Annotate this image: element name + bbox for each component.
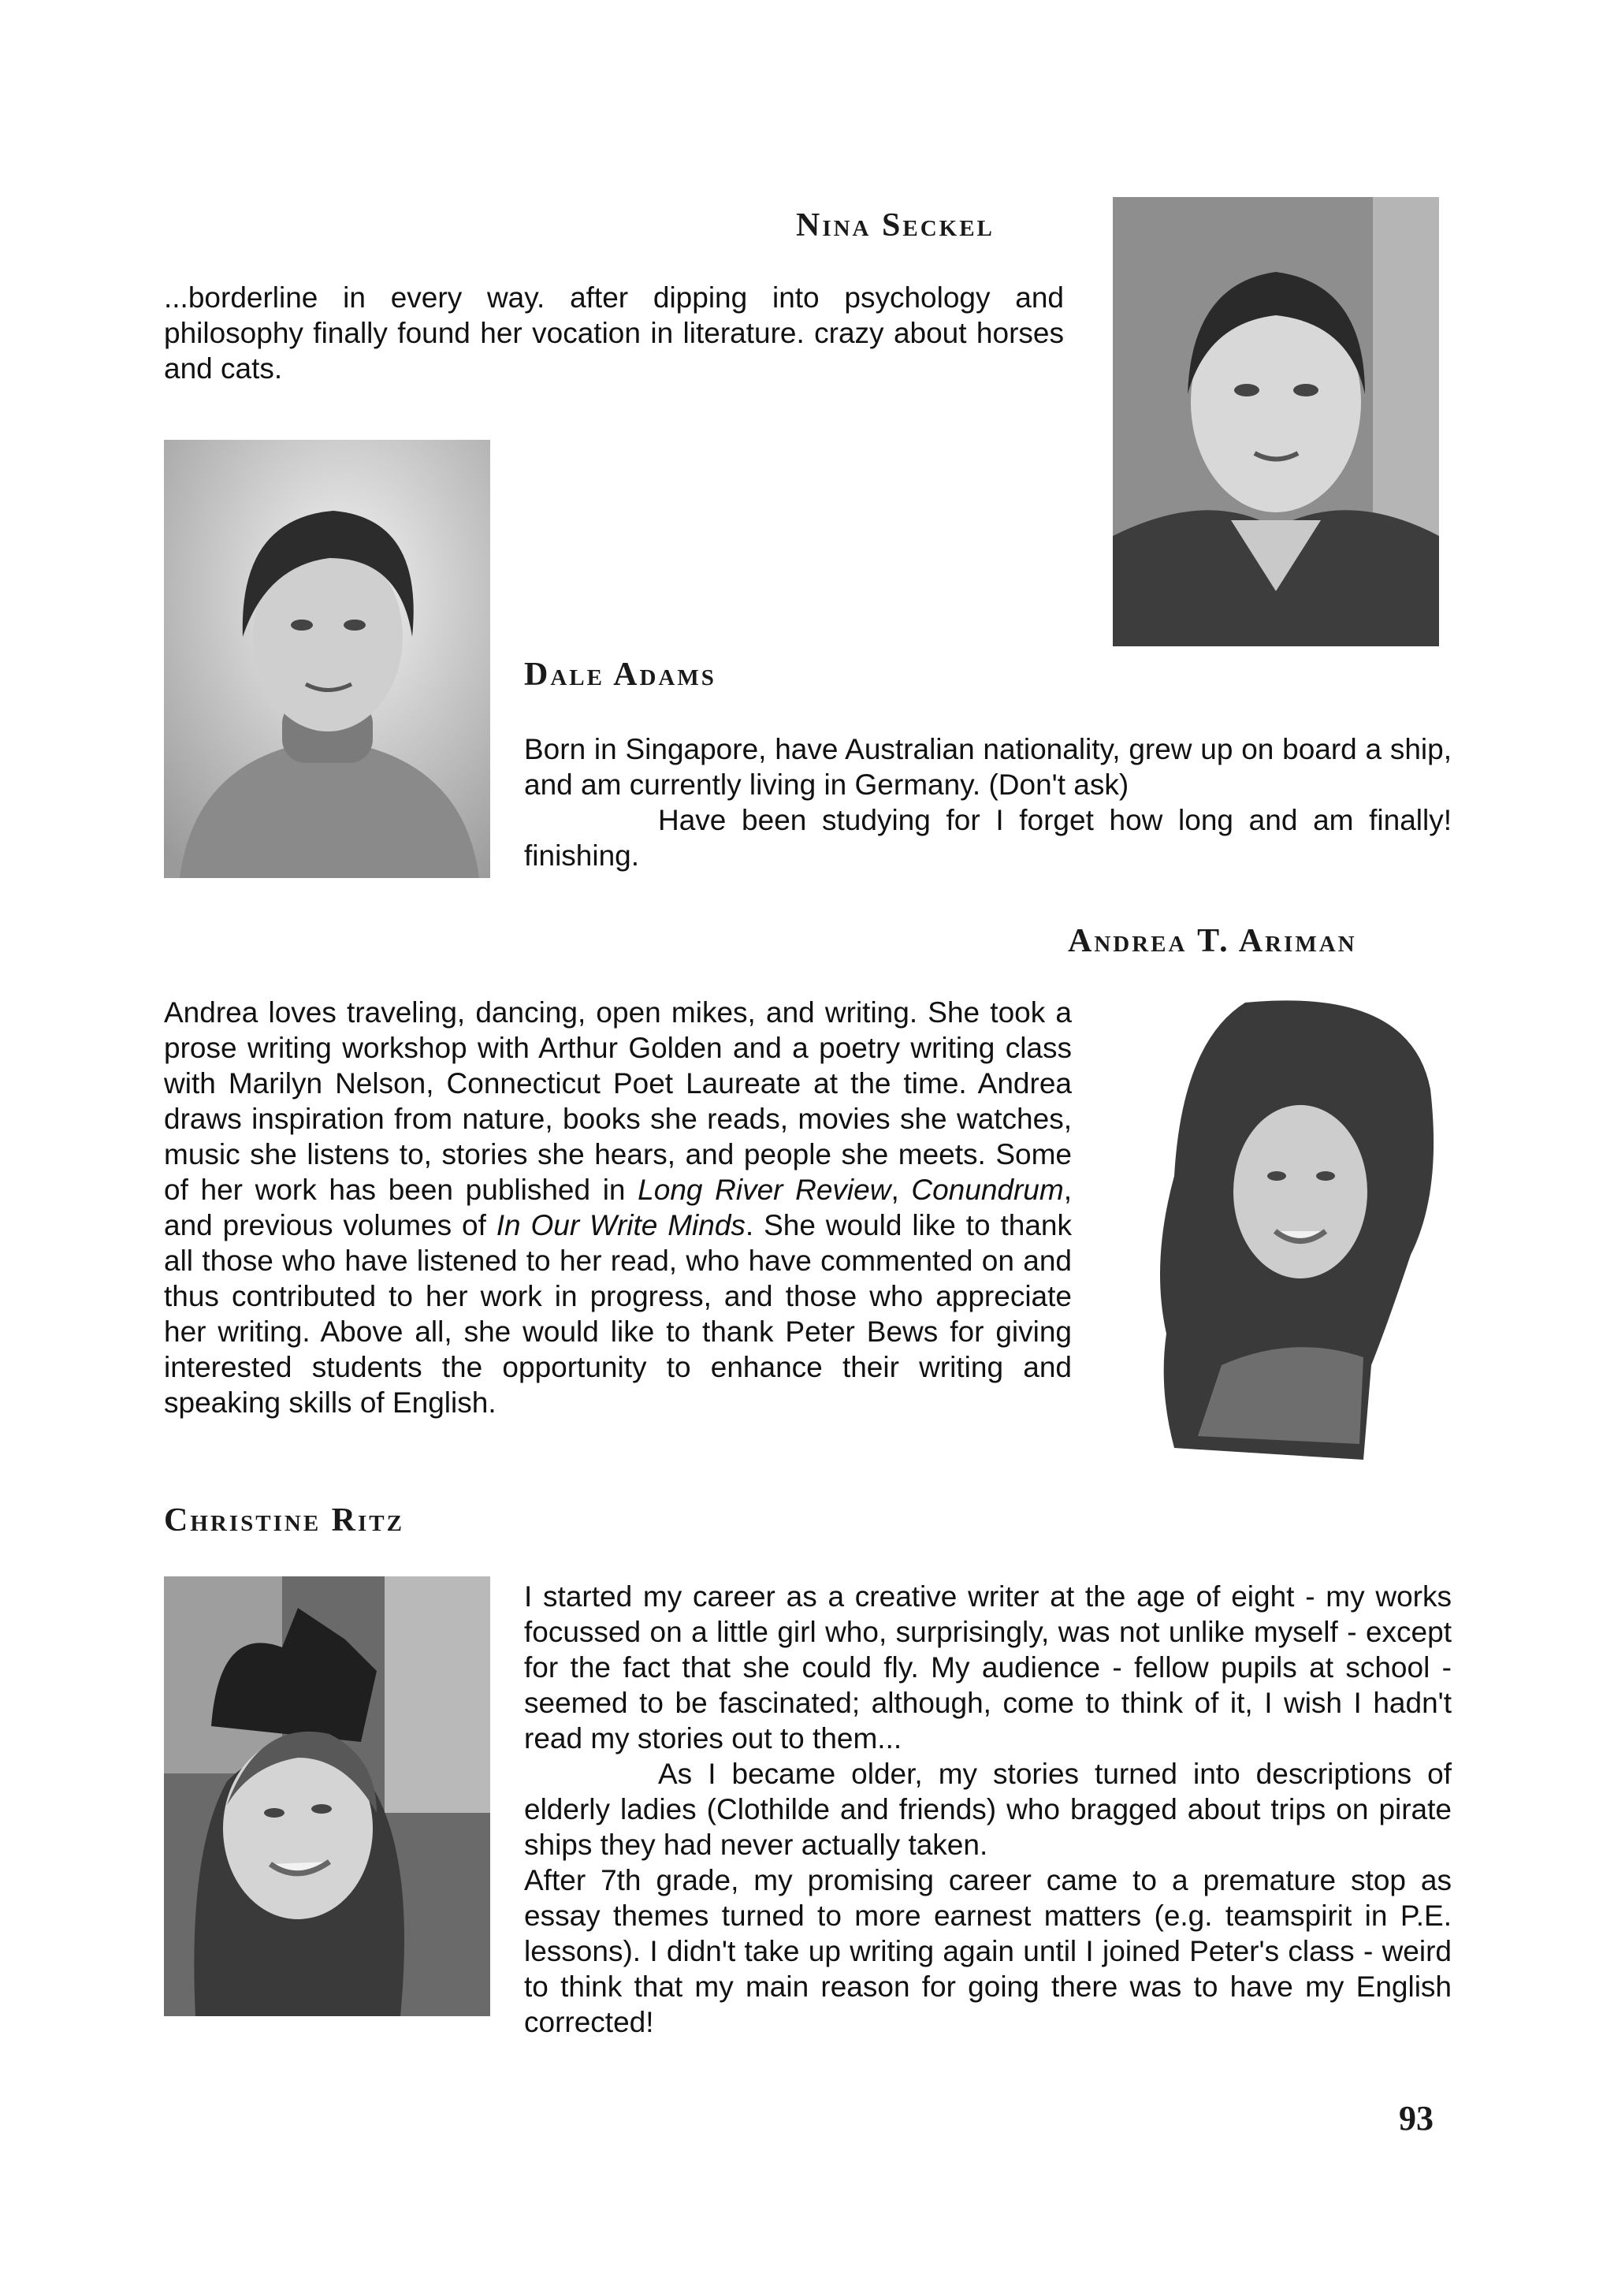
christine-bio-text-2: As I became older, my stories turned into descriptions of elderly ladies (Clothilde and friends) who bragged about trips on pirate ships they had never actually taken.	[524, 1758, 1452, 1861]
andrea-bio	[164, 995, 1072, 1420]
dale-photo	[164, 440, 490, 878]
dale-bio	[524, 731, 1452, 873]
andrea-bio-part-b: . She would like to thank all those who have listened to her read, who have commented on and thus contributed to her work in progress, and those who appreciate her writing. Above all, she would like to thank Peter Bews for giving interested students the opportunity to enhance their writing and speaking skills of English.	[164, 1209, 1072, 1419]
christine-photo	[164, 1576, 490, 2016]
nina-name: Nina Seckel	[796, 207, 995, 244]
christine-bio-text-3: After 7th grade, my promising career came to a premature stop as essay themes turned to more earnest matters (e.g. teamspirit in P.E. lessons). I didn't take up writing again until I joined Peter's class - weird to think that my main reason for going there was to have my English corrected!	[524, 1864, 1452, 2038]
title-in-our-write-minds: In Our Write Minds	[496, 1209, 746, 1241]
christine-bio	[524, 1579, 1452, 2040]
andrea-bio-text	[164, 995, 1072, 1420]
andrea-bio-part-a: Andrea loves traveling, dancing, open mikes, and writing. She took a prose writing workshop with Arthur Golden and a poetry writing class with Marilyn Nelson, Connecticut Poet Laureate at the time. Andrea draws inspiration from nature, books she reads, movies she watches, music she listens to, stories she hears, and people she meets. Some of her work has been published in	[164, 996, 1072, 1206]
andrea-photo	[1151, 995, 1442, 1460]
christine-name: Christine Ritz	[164, 1502, 404, 1539]
andrea-bio-sep-2: , and previous volumes of	[164, 1174, 1072, 1241]
title-long-river-review: Long River Review	[638, 1174, 891, 1206]
page-number: 93	[1399, 2099, 1434, 2138]
christine-bio-text-1: I started my career as a creative writer at the age of eight - my works focussed on a little girl who, surprisingly, was not unlike myself - except for the fact that she could fly. My audience - fellow pupils at school - seemed to be fascinated; although, come to think of it, I wish I hadn't read my stories out to them...	[524, 1580, 1452, 1755]
andrea-name: Andrea T. Ariman	[1068, 923, 1357, 959]
title-conundrum: Conundrum	[911, 1174, 1064, 1206]
nina-bio	[164, 280, 1064, 386]
dale-bio-text-1: Born in Singapore, have Australian nationality, grew up on board a ship, and am currently living in Germany. (Don't ask)	[524, 733, 1452, 801]
nina-photo	[1113, 197, 1439, 646]
dale-bio-text-2: Have been studying for I forget how long and am finally! finishing.	[524, 804, 1452, 872]
andrea-bio-sep-1: ,	[891, 1174, 912, 1206]
nina-bio-text: ...borderline in every way. after dipping into psychology and philosophy finally found her vocation in literature. crazy about horses and cats.	[164, 281, 1064, 385]
dale-name: Dale Adams	[524, 657, 716, 693]
